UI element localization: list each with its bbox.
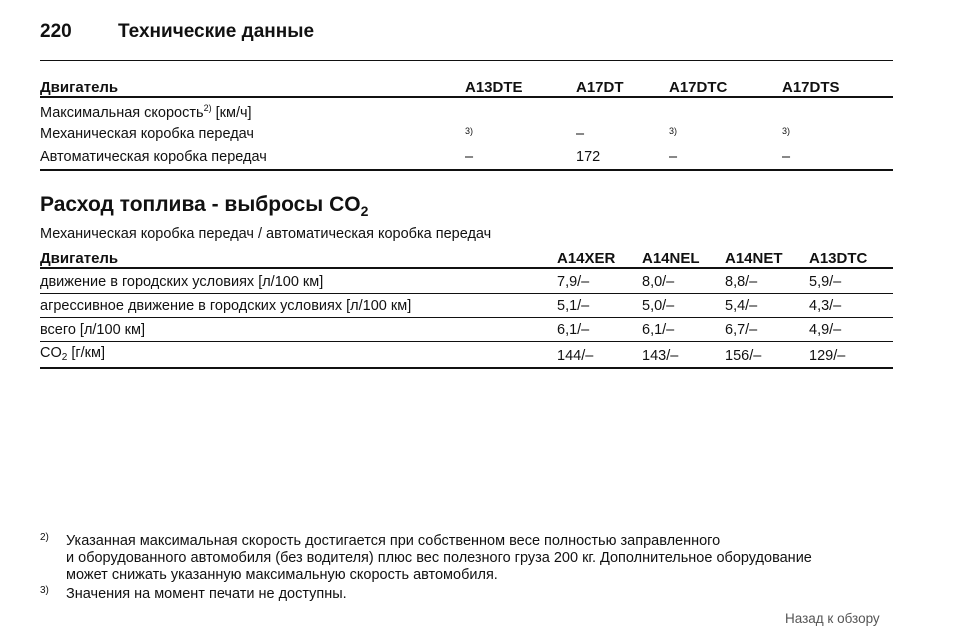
fuel-row-label: движение в городских условиях [л/100 км] [40,274,324,290]
page-number: 220 [40,21,72,42]
fuel-cell: 6,7/– [725,322,758,338]
speed-cell: 3) [782,126,791,136]
speed-bottom-rule [40,169,893,171]
page-title: Технические данные [118,21,315,42]
fuel-cell: 143/– [642,348,679,364]
section-subtitle: Механическая коробка передач / автоматическая коробка передач [40,226,492,242]
speed-col-header: A17DT [576,79,624,96]
fuel-row-rule [40,341,893,342]
fuel-cell: 8,8/– [725,274,758,290]
section-title: Расход топлива - выбросы $CO_2$ [40,193,369,219]
fuel-row-rule [40,317,893,318]
fuel-row-label: агрессивное движение в городских условиях [л/100 км] [40,298,412,314]
fuel-row-rule [40,293,893,294]
footnote-mark: 3) [40,585,49,596]
footnote-line: и оборудованного автомобиля (без водителя) плюс вес полезного груза 200 кг. Дополнительное оборудование [66,550,812,566]
fuel-cell: 5,1/– [557,298,590,314]
speed-row-label: Механическая коробка передач [40,126,254,142]
fuel-col-header: A14NEL [642,250,700,267]
footnote-mark: 2) [40,532,49,543]
fuel-cell: 8,0/– [642,274,675,290]
header-divider [40,60,893,61]
speed-cell: 172 [576,149,601,165]
fuel-cell: 6,1/– [642,322,675,338]
speed-cell: – [669,149,678,165]
fuel-cell: 7,9/– [557,274,590,290]
fuel-col-header: A14XER [557,250,616,267]
fuel-row-label: всего [л/100 км] [40,322,145,338]
fuel-cell: 6,1/– [557,322,590,338]
fuel-cell: 4,3/– [809,298,842,314]
fuel-table-engine-header: Двигатель [40,250,119,267]
fuel-row-label: $CO_2$ [г/км] [40,345,106,363]
fuel-cell: 129/– [809,348,846,364]
speed-cell: 3) [669,126,678,136]
speed-col-header: A13DTE [465,79,523,96]
fuel-cell: 4,9/– [809,322,842,338]
speed-table-engine-header: Двигатель [40,79,119,96]
speed-row-label: Максимальная скорость$^{2)}$ [км/ч] [40,103,252,121]
footnote-line: Значения на момент печати не доступны. [66,586,347,602]
fuel-bottom-rule [40,367,893,369]
fuel-col-header: A14NET [725,250,783,267]
speed-row-label: Автоматическая коробка передач [40,149,267,165]
fuel-cell: 5,0/– [642,298,675,314]
speed-cell: 3) [465,126,474,136]
fuel-col-header: A13DTC [809,250,868,267]
fuel-cell: 5,4/– [725,298,758,314]
speed-cell: – [782,149,791,165]
footnote-line: может снижать указанную максимальную скорость автомобиля. [66,567,498,583]
speed-header-rule [40,96,893,98]
speed-cell: – [576,126,585,142]
speed-cell: – [465,149,474,165]
back-to-overview-link[interactable]: Назад к обзору [785,611,880,626]
fuel-cell: 156/– [725,348,762,364]
speed-col-header: A17DTS [782,79,840,96]
fuel-cell: 5,9/– [809,274,842,290]
footnote-line: Указанная максимальная скорость достигается при собственном весе полностью заправленного [66,533,721,549]
speed-col-header: A17DTC [669,79,728,96]
fuel-header-rule [40,267,893,269]
fuel-cell: 144/– [557,348,594,364]
